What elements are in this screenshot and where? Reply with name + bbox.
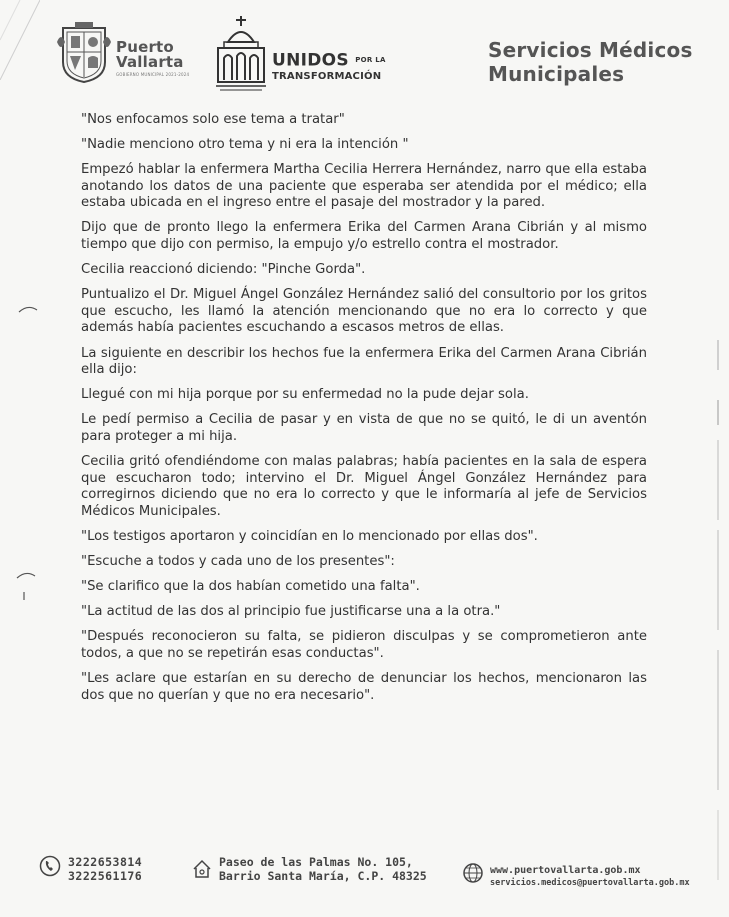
vallarta-text: Vallarta — [116, 53, 184, 71]
puerto-vallarta-seal-logo — [55, 22, 113, 84]
paragraph: "Después reconocieron su falta, se pidieron disculpas y se comprometieron ante todos, a que no se repetirán esas conductas". — [81, 629, 647, 661]
gobierno-tagline: GOBIERNO MUNICIPAL 2021-2024 — [116, 72, 190, 77]
unidos-text: UNIDOS — [272, 50, 349, 71]
footer-web — [490, 865, 690, 889]
paragraph: "Les aclare que estarían en su derecho de denunciar los hechos, mencionaron las dos que no querían y que no era necesario". — [81, 670, 647, 703]
scan-mark — [18, 304, 38, 314]
paragraph: "Nos enfocamos solo ese tema a tratar" — [81, 112, 345, 127]
department-title-line2: Municipales — [488, 62, 625, 86]
scan-corner-mark — [0, 0, 40, 80]
paragraph: Dijo que de pronto llego la enfermera Erika del Carmen Arana Cibrián y al mismo tiempo que dijo con permiso, la empujo y/o estrello contra el mostrador. — [81, 220, 647, 253]
puerto-vallarta-wordmark — [116, 40, 189, 77]
unidos-wordmark — [272, 52, 386, 82]
paragraph: La siguiente en describir los hechos fue la enfermera Erika del Carmen Arana Cibrián ella dijo: — [81, 345, 647, 378]
document-body — [81, 112, 647, 713]
address-line: Barrio Santa María, C.P. 48325 — [219, 869, 427, 883]
unidos-church-logo — [214, 16, 268, 92]
home-icon — [191, 858, 213, 880]
email-link[interactable]: servicios.medicos@puertovallarta.gob.mx — [490, 878, 690, 888]
paragraph: Cecilia reaccionó diciendo: "Pinche Gorda". — [81, 262, 366, 278]
phone-icon — [39, 855, 61, 877]
footer-address — [219, 855, 427, 883]
phone-number: 3222561176 — [68, 869, 143, 883]
paragraph: Llegué con mi hija porque por su enfermedad no la pude dejar sola. — [81, 387, 529, 403]
department-title — [488, 38, 698, 86]
address-line: Paseo de las Palmas No. 105, — [219, 855, 413, 869]
scan-edge-marks — [715, 330, 723, 890]
puerto-text: Puerto — [116, 38, 174, 56]
globe-icon — [462, 862, 484, 884]
paragraph: "Se clarifico que la dos habían cometido una falta". — [81, 579, 420, 595]
paragraph: "Nadie menciono otro tema y ni era la intención " — [81, 137, 409, 153]
paragraph: Cecilia gritó ofendiéndome con malas palabras; había pacientes en la sala de espera que escucharon todo; intervino el Dr. Miguel Ángel González Hernández para corregirnos diciendo que no era lo correcto y que le informaría al jefe de Servicios Médicos Municipales. — [81, 454, 647, 519]
paragraph: "Los testigos aportaron y coincidían en lo mencionado por ellas dos". — [81, 528, 538, 544]
transformacion-text: TRANSFORMACIÓN — [272, 70, 382, 82]
website-link[interactable]: www.puertovallarta.gob.mx — [490, 865, 641, 876]
paragraph: Puntualizo el Dr. Miguel Ángel González Hernández salió del consultorio por los gritos que escucho, les llamó la atención mencionando que no era lo correcto y que además había pacientes escuchando a escasos metros de ellas. — [81, 287, 647, 336]
paragraph: Le pedí permiso a Cecilia de pasar y en vista de que no se quitó, le di un aventón para proteger a mi hija. — [81, 412, 647, 444]
paragraph: "Escuche a todos y cada uno de los presentes": — [81, 553, 395, 569]
department-title-line1: Servicios Médicos — [488, 38, 693, 62]
paragraph: "La actitud de las dos al principio fue justificarse una a la otra." — [81, 604, 501, 620]
scan-mark — [16, 570, 36, 604]
paragraph: Empezó hablar la enfermera Martha Cecilia Herrera Hernández, narro que ella estaba anotando los datos de una paciente que esperaba ser atendida por el médico; ella estaba ubicada en el ingreso entre el pasaje del mostrador y la pared. — [81, 162, 647, 211]
phone-number: 3222653814 — [68, 855, 143, 869]
por-la-text: POR LA — [355, 56, 386, 64]
footer-phones — [68, 855, 142, 883]
